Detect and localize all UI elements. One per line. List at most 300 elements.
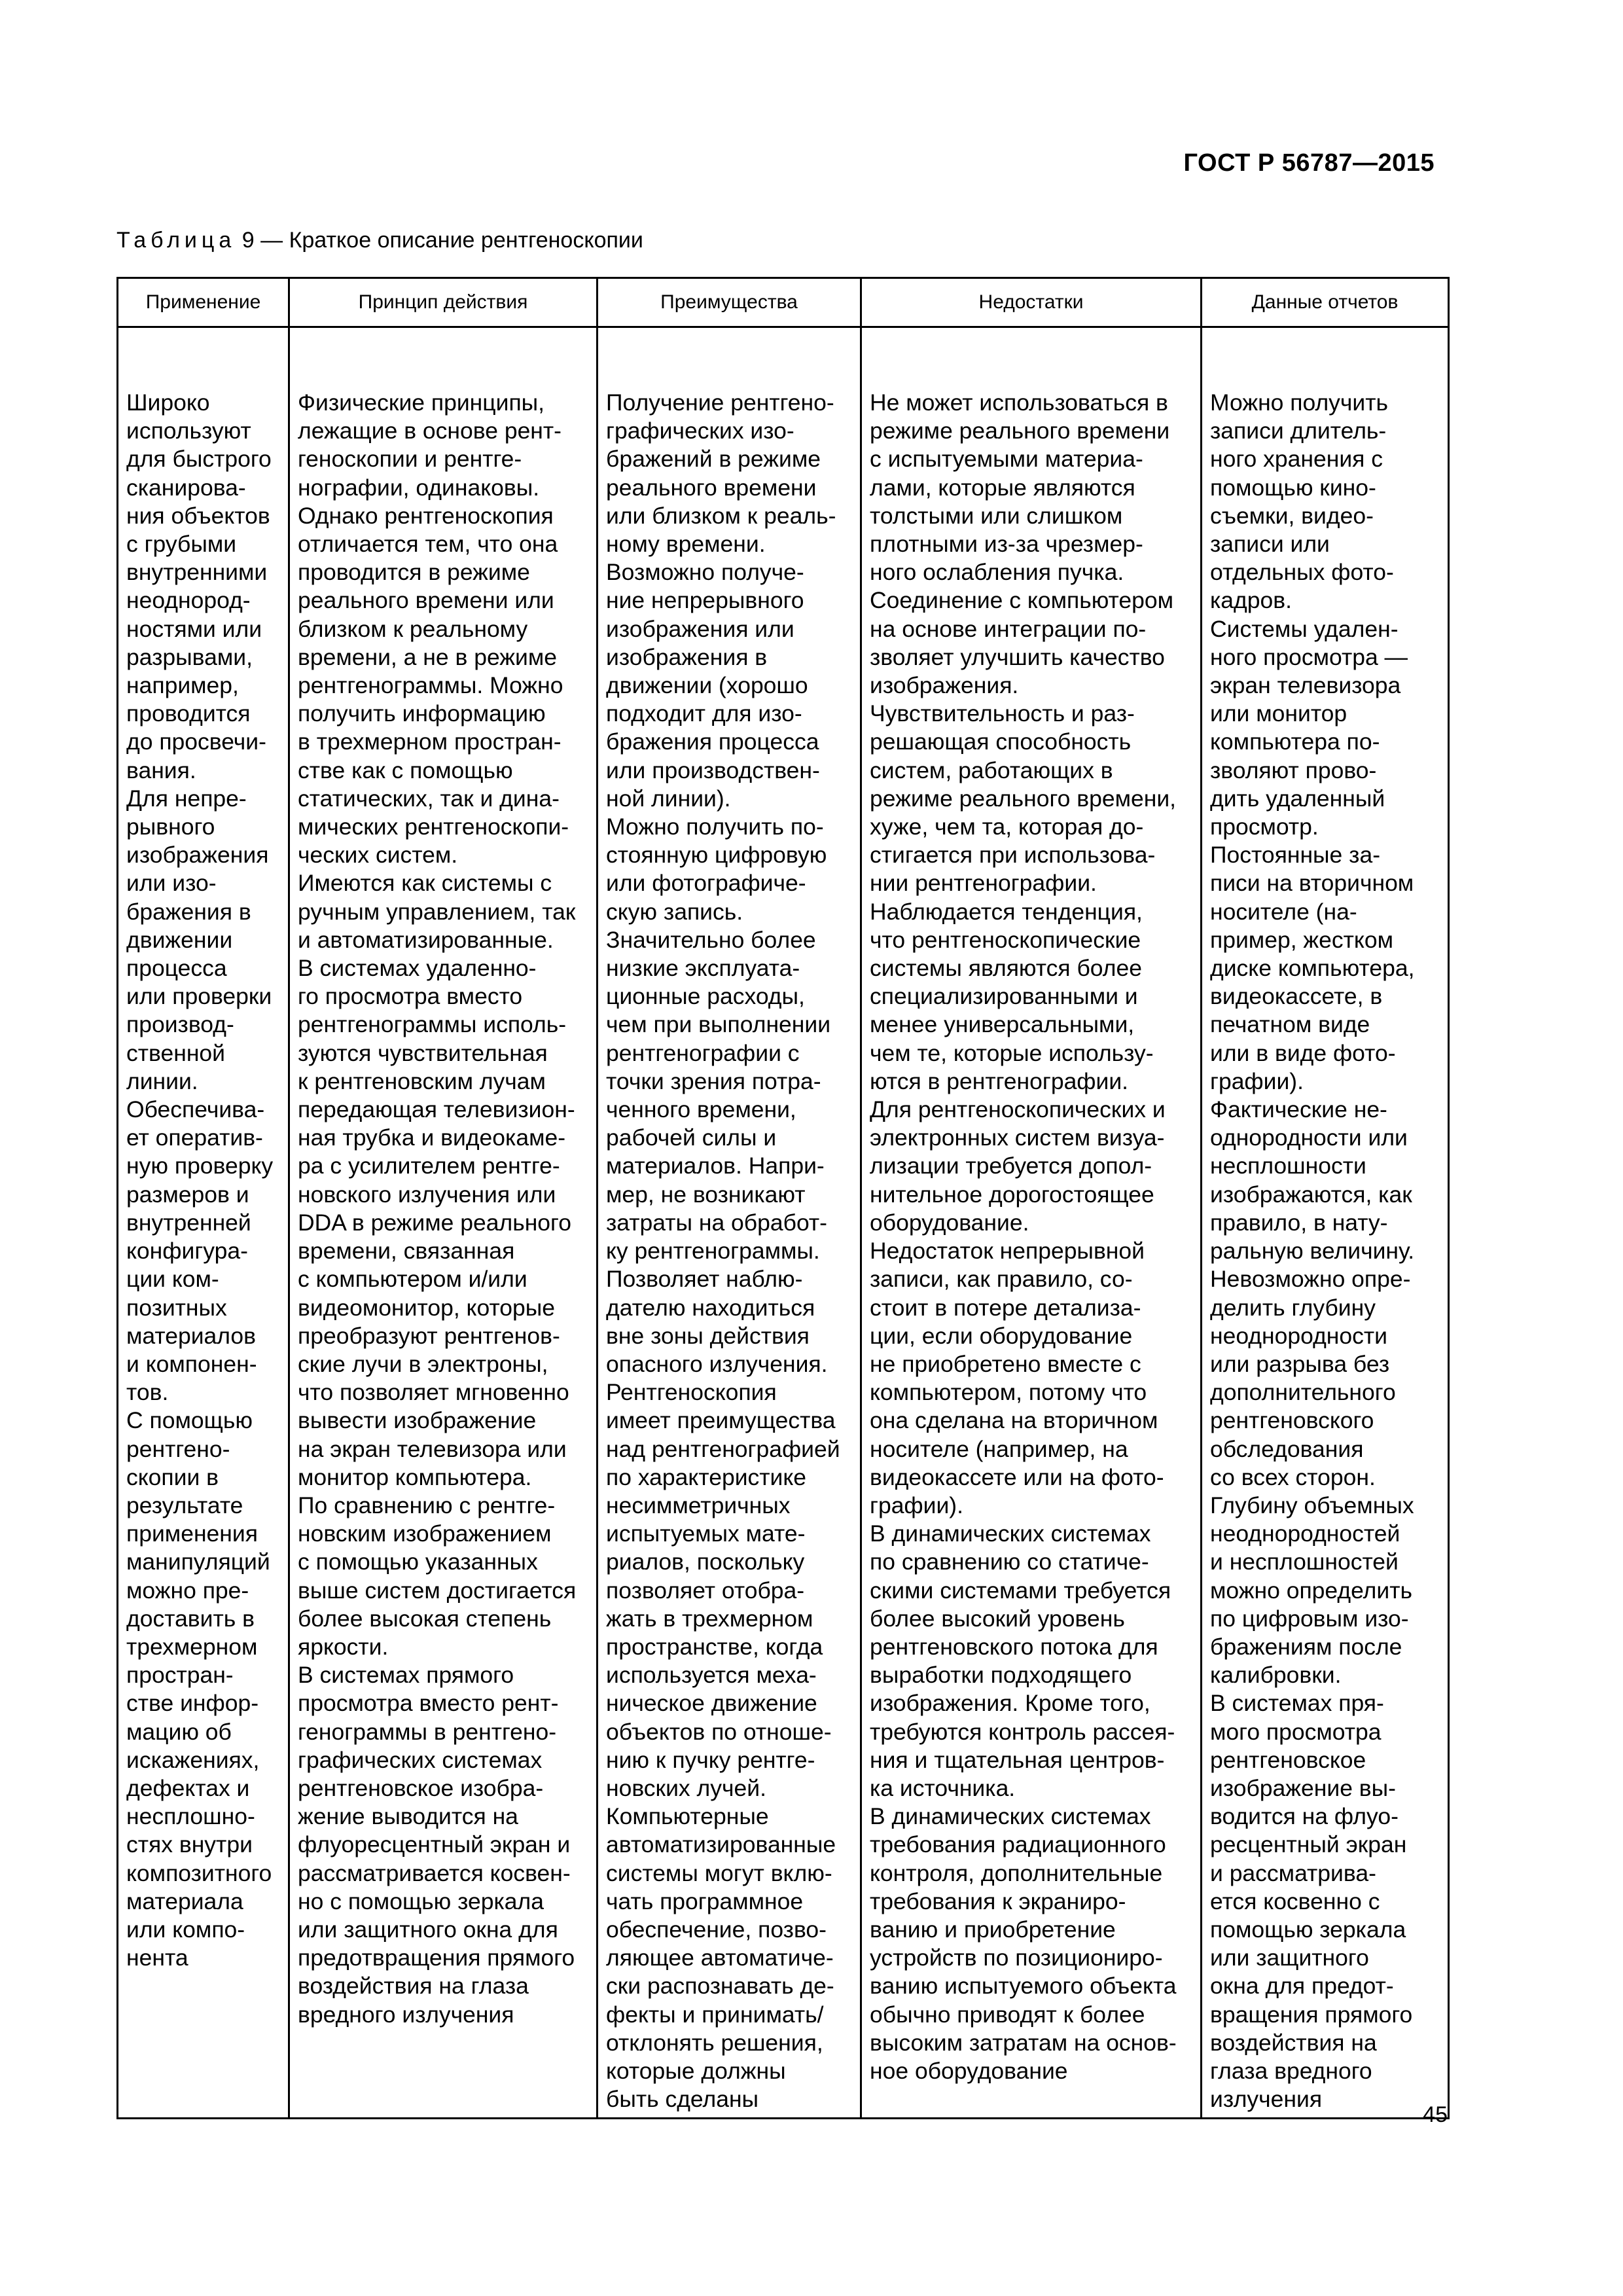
- cell-line: рентгеновское изобра-: [298, 1774, 544, 1801]
- cell-line: Рентгеноскопия: [606, 1379, 777, 1406]
- cell-line: манипуляций: [126, 1549, 270, 1575]
- cell-line: В динамических системах: [870, 1803, 1151, 1830]
- cell-line: которые должны: [606, 2057, 786, 2084]
- cell-advantages: [597, 327, 861, 2119]
- cell-line: новского излучения или: [298, 1181, 556, 1208]
- cell-line: Можно получить по-: [606, 814, 824, 840]
- cell-line: пример, жестком: [1210, 926, 1393, 953]
- cell-line: Однако рентгеноскопия: [298, 502, 554, 529]
- cell-line: позитных: [126, 1294, 227, 1321]
- cell-line: толстыми или слишком: [870, 502, 1123, 529]
- cell-line: имеет преимущества: [606, 1407, 836, 1434]
- cell-line: или защитного окна для: [298, 1916, 558, 1943]
- column-header-report-data: Данные отчетов: [1202, 278, 1449, 327]
- cell-line: стве инфор-: [126, 1690, 259, 1717]
- cell-line: ния объектов: [126, 502, 270, 529]
- cell-line: ванию испытуемого объекта: [870, 1973, 1177, 2000]
- cell-line: стве как с помощью: [298, 757, 513, 783]
- cell-line: риалов, поскольку: [606, 1549, 805, 1575]
- cell-line: можно пре-: [126, 1577, 249, 1604]
- cell-line: не приобретено вместе с: [870, 1350, 1141, 1377]
- cell-line: новским изображением: [298, 1520, 552, 1547]
- cell-line: дефектах и: [126, 1774, 250, 1801]
- table-header-row: [118, 278, 1449, 327]
- cell-line: ния и тщательная центров-: [870, 1746, 1165, 1773]
- cell-line: графии).: [1210, 1067, 1304, 1094]
- cell-line: стях внутри: [126, 1831, 253, 1858]
- cell-line: или монитор: [1210, 700, 1347, 727]
- cell-line: и компонен-: [126, 1350, 257, 1377]
- cell-line: например,: [126, 672, 239, 699]
- cell-line: скую запись.: [606, 898, 743, 925]
- cell-line: рентгенограммы. Можно: [298, 672, 563, 699]
- cell-line: по цифровым изо-: [1210, 1605, 1409, 1632]
- cell-line: Физические принципы,: [298, 389, 545, 416]
- cell-line: используют: [126, 418, 251, 444]
- cell-line: и несплошностей: [1210, 1549, 1399, 1575]
- cell-line: времени, а не в режиме: [298, 643, 558, 670]
- cell-line: отличается тем, что она: [298, 531, 558, 558]
- cell-line: зволяет улучшить качество: [870, 643, 1165, 670]
- cell-line: ски распознавать де-: [606, 1973, 834, 2000]
- cell-line: помощью кино-: [1210, 474, 1376, 501]
- cell-line: графических изо-: [606, 418, 794, 444]
- cell-line: Возможно получе-: [606, 559, 804, 586]
- cell-line: контроля, дополнительные: [870, 1859, 1163, 1886]
- cell-line: нента: [126, 1945, 188, 1971]
- cell-line: простран-: [126, 1662, 234, 1689]
- cell-line: устройств по позициониро-: [870, 1945, 1163, 1971]
- cell-line: ку рентгенограммы.: [606, 1238, 820, 1265]
- table-caption: [116, 228, 643, 253]
- cell-line: обследования: [1210, 1435, 1364, 1462]
- cell-line: размеров и: [126, 1181, 249, 1208]
- cell-line: кадров.: [1210, 587, 1292, 614]
- cell-line: ционные расходы,: [606, 983, 805, 1010]
- cell-line: печатном виде: [1210, 1011, 1370, 1038]
- cell-line: Для непре-: [126, 785, 247, 812]
- cell-line: менее универсальными,: [870, 1011, 1135, 1038]
- cell-line: ральную величину.: [1210, 1238, 1415, 1265]
- cell-line: флуоресцентный экран и: [298, 1831, 571, 1858]
- cell-line: ра с усилителем рентге-: [298, 1153, 560, 1179]
- cell-line: или производствен-: [606, 757, 820, 783]
- cell-line: оборудование.: [870, 1209, 1029, 1236]
- cell-line: предотвращения прямого: [298, 1945, 575, 1971]
- cell-line: диске компьютера,: [1210, 955, 1415, 982]
- cell-line: результате: [126, 1492, 243, 1518]
- cell-line: материала: [126, 1888, 243, 1914]
- cell-line: рассматривается косвен-: [298, 1859, 571, 1886]
- cell-line: ного просмотра —: [1210, 643, 1408, 670]
- cell-line: сканирова-: [126, 474, 246, 501]
- cell-line: ет оператив-: [126, 1124, 263, 1151]
- cell-line: В системах пря-: [1210, 1690, 1384, 1717]
- cell-line: режиме реального времени: [870, 418, 1170, 444]
- cell-line: с помощью указанных: [298, 1549, 538, 1575]
- cell-line: автоматизированные: [606, 1831, 836, 1858]
- cell-disadvantages: [861, 327, 1202, 2119]
- cell-line: близком к реальному: [298, 615, 528, 642]
- cell-line: более высокая степень: [298, 1605, 552, 1632]
- cell-line: делить глубину: [1210, 1294, 1376, 1321]
- cell-line: ному времени.: [606, 531, 766, 558]
- cell-line: внутренними: [126, 559, 268, 586]
- cell-line: В динамических системах: [870, 1520, 1151, 1547]
- cell-line: В системах удаленно-: [298, 955, 537, 982]
- cell-line: однородности или: [1210, 1124, 1408, 1151]
- cell-line: мических рентгеноскопи-: [298, 814, 569, 840]
- cell-line: трехмерном: [126, 1633, 258, 1660]
- cell-line: С помощью: [126, 1407, 253, 1434]
- cell-principle: [289, 327, 597, 2119]
- cell-line: ного хранения с: [1210, 446, 1383, 473]
- cell-line: ническое движение: [606, 1690, 817, 1717]
- cell-line: реального времени: [606, 474, 817, 501]
- cell-line: отдельных фото-: [1210, 559, 1394, 586]
- cell-line: дополнительного: [1210, 1379, 1396, 1406]
- cell-line: проводится в режиме: [298, 559, 530, 586]
- cell-line: изображения или: [606, 615, 794, 642]
- cell-line: Недостаток непрерывной: [870, 1238, 1145, 1265]
- cell-line: или разрыва без: [1210, 1350, 1390, 1377]
- caption-number: 9: [241, 228, 255, 253]
- cell-line: Получение рентгено-: [606, 389, 834, 416]
- cell-line: реального времени или: [298, 587, 554, 614]
- cell-line: ются в рентгенографии.: [870, 1067, 1129, 1094]
- cell-line: записи, как правило, со-: [870, 1266, 1133, 1293]
- cell-line: Имеются как системы с: [298, 870, 552, 897]
- cell-line: Глубину объемных: [1210, 1492, 1414, 1518]
- cell-line: для быстрого: [126, 446, 272, 473]
- cell-line: Соединение с компьютером: [870, 587, 1174, 614]
- cell-line: производ-: [126, 1011, 234, 1038]
- cell-line: Обеспечива-: [126, 1096, 265, 1123]
- cell-line: и автоматизированные.: [298, 926, 554, 953]
- cell-line: преобразуют рентгенов-: [298, 1322, 560, 1349]
- cell-line: требования к экраниро-: [870, 1888, 1126, 1914]
- cell-line: вращения прямого: [1210, 2001, 1413, 2028]
- cell-line: композитного: [126, 1859, 272, 1886]
- cell-line: чать программное: [606, 1888, 804, 1914]
- cell-line: изображения: [126, 842, 269, 869]
- cell-line: лами, которые являются: [870, 474, 1135, 501]
- cell-line: затраты на обработ-: [606, 1209, 827, 1236]
- cell-line: конфигура-: [126, 1238, 248, 1265]
- cell-line: воздействия на глаза: [298, 1973, 529, 2000]
- cell-line: изображение вы-: [1210, 1774, 1396, 1801]
- cell-line: съемки, видео-: [1210, 502, 1374, 529]
- cell-line: нию к пучку рентге-: [606, 1746, 815, 1773]
- cell-line: Можно получить: [1210, 389, 1389, 416]
- cell-line: ственной: [126, 1039, 225, 1066]
- cell-line: на основе интеграции по-: [870, 615, 1147, 642]
- cell-line: рабочей силы и: [606, 1124, 777, 1151]
- cell-line: графии).: [870, 1492, 963, 1518]
- cell-line: новских лучей.: [606, 1774, 766, 1801]
- cell-line: электронных систем визуа-: [870, 1124, 1165, 1151]
- cell-line: что позволяет мгновенно: [298, 1379, 569, 1406]
- cell-line: видеокассете или на фото-: [870, 1463, 1164, 1490]
- cell-line: изображаются, как: [1210, 1181, 1412, 1208]
- cell-line: Постоянные за-: [1210, 842, 1381, 869]
- cell-line: нительное дорогостоящее: [870, 1181, 1154, 1208]
- fluoroscopy-table: [116, 277, 1450, 2119]
- cell-line: рентгеновское: [1210, 1746, 1366, 1773]
- cell-line: плотными из-за чрезмер-: [870, 531, 1143, 558]
- cell-line: ческих систем.: [298, 842, 458, 869]
- cell-line: изображения.: [870, 672, 1019, 699]
- cell-line: точки зрения потра-: [606, 1067, 821, 1094]
- cell-line: ние непрерывного: [606, 587, 804, 614]
- cell-line: пространстве, когда: [606, 1633, 823, 1660]
- cell-line: зволяют прово-: [1210, 757, 1377, 783]
- cell-line: рентгено-: [126, 1435, 230, 1462]
- cell-line: Невозможно опре-: [1210, 1266, 1411, 1293]
- cell-line: жение выводится на: [298, 1803, 518, 1830]
- cell-line: мацию об: [126, 1718, 232, 1745]
- cell-line: движении: [126, 926, 233, 953]
- cell-line: разрывами,: [126, 643, 253, 670]
- cell-line: писи на вторичном: [1210, 870, 1414, 897]
- cell-line: по характеристике: [606, 1463, 807, 1490]
- cell-line: бражениям после: [1210, 1633, 1402, 1660]
- cell-line: системы являются более: [870, 955, 1142, 982]
- cell-line: Не может использоваться в: [870, 389, 1168, 416]
- cell-line: нии рентгенографии.: [870, 870, 1097, 897]
- cell-line: мого просмотра: [1210, 1718, 1382, 1745]
- cell-line: жать в трехмерном: [606, 1605, 813, 1632]
- page-number: 45: [1423, 2102, 1448, 2127]
- cell-line: обычно приводят к более: [870, 2001, 1145, 2028]
- cell-line: неоднород-: [126, 587, 251, 614]
- cell-line: стоит в потере детализа-: [870, 1294, 1141, 1321]
- cell-line: Позволяет наблю-: [606, 1266, 803, 1293]
- cell-line: используется меха-: [606, 1662, 817, 1689]
- cell-line: выше систем достигается: [298, 1577, 577, 1604]
- cell-line: записи или: [1210, 531, 1330, 558]
- cell-line: внутренней: [126, 1209, 251, 1236]
- cell-line: рентгеновского: [1210, 1407, 1374, 1434]
- cell-line: воздействия на: [1210, 2029, 1377, 2056]
- cell-line: отклонять решения,: [606, 2029, 823, 2056]
- cell-line: ное оборудование: [870, 2057, 1068, 2084]
- cell-line: требуются контроль рассея-: [870, 1718, 1175, 1745]
- cell-line: выработки подходящего: [870, 1662, 1132, 1689]
- cell-line: доставить в: [126, 1605, 255, 1632]
- cell-line: лизации требуется допол-: [870, 1153, 1152, 1179]
- cell-line: чем при выполнении: [606, 1011, 831, 1038]
- cell-line: яркости.: [298, 1633, 389, 1660]
- cell-line: правило, в нату-: [1210, 1209, 1388, 1236]
- cell-line: геноскопии и рентге-: [298, 446, 522, 473]
- cell-line: ной линии).: [606, 785, 731, 812]
- cell-line: изображения в: [606, 643, 768, 670]
- column-header-disadvantages: Недостатки: [861, 278, 1202, 327]
- cell-line: можно определить: [1210, 1577, 1412, 1604]
- cell-line: Значительно более: [606, 926, 816, 953]
- cell-line: окна для предот-: [1210, 1973, 1394, 2000]
- cell-line: просмотра вместо рент-: [298, 1690, 559, 1717]
- cell-line: она сделана на вторичном: [870, 1407, 1158, 1434]
- cell-line: видеокассете, в: [1210, 983, 1383, 1010]
- cell-line: над рентгенографией: [606, 1435, 840, 1462]
- cell-line: ная трубка и видеокаме-: [298, 1124, 566, 1151]
- cell-line: на экран телевизора или: [298, 1435, 567, 1462]
- cell-line: решающая способность: [870, 728, 1132, 755]
- cell-application: [118, 327, 289, 2119]
- cell-line: компьютера по-: [1210, 728, 1380, 755]
- cell-line: вне зоны действия: [606, 1322, 810, 1349]
- cell-line: просмотр.: [1210, 814, 1319, 840]
- cell-line: линии.: [126, 1067, 198, 1094]
- cell-line: зуются чувствительная: [298, 1039, 548, 1066]
- cell-line: помощью зеркала: [1210, 1916, 1406, 1943]
- cell-line: генограммы в рентгено-: [298, 1718, 557, 1745]
- cell-line: рентгеновского потока для: [870, 1633, 1158, 1660]
- cell-line: проводится: [126, 700, 251, 727]
- cell-line: чем те, которые использу-: [870, 1039, 1154, 1066]
- cell-line: тов.: [126, 1379, 169, 1406]
- cell-line: стигается при использова-: [870, 842, 1156, 869]
- cell-line: низкие эксплуата-: [606, 955, 800, 982]
- cell-line: носителе (например, на: [870, 1435, 1128, 1462]
- cell-line: лежащие в основе рент-: [298, 418, 562, 444]
- cell-line: со всех сторон.: [1210, 1463, 1376, 1490]
- cell-line: компьютером, потому что: [870, 1379, 1147, 1406]
- cell-line: искажениях,: [126, 1746, 260, 1773]
- cell-line: процесса: [126, 955, 227, 982]
- cell-line: стоянную цифровую: [606, 842, 827, 869]
- cell-line: ляющее автоматиче-: [606, 1945, 834, 1971]
- cell-line: режиме реального времени,: [870, 785, 1177, 812]
- cell-line: получить информацию: [298, 700, 546, 727]
- cell-line: нографии, одинаковы.: [298, 474, 540, 501]
- cell-line: По сравнению с рентге-: [298, 1492, 556, 1518]
- cell-line: вывести изображение: [298, 1407, 537, 1434]
- cell-line: ка источника.: [870, 1774, 1016, 1801]
- cell-line: с компьютером и/или: [298, 1266, 527, 1293]
- cell-line: глаза вредного: [1210, 2057, 1372, 2084]
- cell-line: записи длитель-: [1210, 418, 1387, 444]
- cell-report-data: [1202, 327, 1449, 2119]
- cell-line: ченного времени,: [606, 1096, 796, 1123]
- cell-line: что рентгеноскопические: [870, 926, 1141, 953]
- cell-line: Наблюдается тенденция,: [870, 898, 1143, 925]
- cell-line: вания.: [126, 757, 196, 783]
- table-row: [118, 327, 1449, 2119]
- cell-line: ванию и приобретение: [870, 1916, 1116, 1943]
- cell-line: или проверки: [126, 983, 272, 1010]
- cell-line: или защитного: [1210, 1945, 1369, 1971]
- cell-line: неоднородности: [1210, 1322, 1387, 1349]
- cell-line: Фактические не-: [1210, 1096, 1387, 1123]
- caption-dash: —: [260, 228, 283, 253]
- cell-line: материалов. Напри-: [606, 1153, 825, 1179]
- cell-line: го просмотра вместо: [298, 983, 523, 1010]
- cell-line: ресцентный экран: [1210, 1831, 1407, 1858]
- cell-line: ного ослабления пучка.: [870, 559, 1124, 586]
- cell-line: несплошно-: [126, 1803, 255, 1830]
- cell-line: требования радиационного: [870, 1831, 1166, 1858]
- cell-line: более высокий уровень: [870, 1605, 1125, 1632]
- cell-line: скими системами требуется: [870, 1577, 1171, 1604]
- cell-line: видеомонитор, которые: [298, 1294, 556, 1321]
- cell-line: и рассматрива-: [1210, 1859, 1376, 1886]
- cell-line: мер, не возникают: [606, 1181, 806, 1208]
- cell-line: объектов по отноше-: [606, 1718, 832, 1745]
- cell-line: водится на флуо-: [1210, 1803, 1399, 1830]
- cell-line: калибровки.: [1210, 1662, 1342, 1689]
- cell-line: систем, работающих в: [870, 757, 1113, 783]
- column-header-advantages: Преимущества: [597, 278, 861, 327]
- cell-line: монитор компьютера.: [298, 1463, 532, 1490]
- cell-line: обеспечение, позво-: [606, 1916, 827, 1943]
- cell-line: изображения. Кроме того,: [870, 1690, 1150, 1717]
- cell-line: подходит для изо-: [606, 700, 802, 727]
- cell-line: высоким затратам на основ-: [870, 2029, 1177, 2056]
- cell-line: ную проверку: [126, 1153, 274, 1179]
- cell-line: времени, связанная: [298, 1238, 515, 1265]
- cell-line: ские лучи в электроны,: [298, 1350, 548, 1377]
- cell-line: или в виде фото-: [1210, 1039, 1396, 1066]
- cell-line: дателю находиться: [606, 1294, 815, 1321]
- cell-line: дить удаленный: [1210, 785, 1385, 812]
- cell-line: ции ком-: [126, 1266, 219, 1293]
- cell-line: вредного излучения: [298, 2001, 514, 2028]
- cell-line: системы могут вклю-: [606, 1859, 832, 1886]
- cell-line: в трехмерном простран-: [298, 728, 562, 755]
- cell-line: но с помощью зеркала: [298, 1888, 544, 1914]
- cell-line: ции, если оборудование: [870, 1322, 1133, 1349]
- standard-designation: ГОСТ Р 56787—2015: [1183, 149, 1435, 177]
- caption-label: Таблица: [116, 228, 236, 253]
- cell-line: фекты и принимать/: [606, 2001, 824, 2028]
- cell-line: Для рентгеноскопических и: [870, 1096, 1166, 1123]
- cell-line: по сравнению со статиче-: [870, 1549, 1149, 1575]
- column-header-application: Применение: [118, 278, 289, 327]
- cell-line: носителе (на-: [1210, 898, 1357, 925]
- cell-line: Компьютерные: [606, 1803, 769, 1830]
- caption-title: Краткое описание рентгеноскопии: [289, 228, 643, 253]
- cell-line: передающая телевизион-: [298, 1096, 575, 1123]
- column-header-principle: Принцип действия: [289, 278, 597, 327]
- cell-line: хуже, чем та, которая до-: [870, 814, 1144, 840]
- cell-line: или компо-: [126, 1916, 245, 1943]
- cell-line: ется косвенно с: [1210, 1888, 1380, 1914]
- cell-line: специализированными и: [870, 983, 1138, 1010]
- cell-line: материалов: [126, 1322, 257, 1349]
- cell-line: рентгенографии с: [606, 1039, 800, 1066]
- cell-line: быть сделаны: [606, 2086, 759, 2113]
- cell-line: Широко: [126, 389, 210, 416]
- cell-line: бражения в: [126, 898, 251, 925]
- cell-line: позволяет отобра-: [606, 1577, 805, 1604]
- cell-line: с испытуемыми материа-: [870, 446, 1143, 473]
- cell-line: ручным управлением, так: [298, 898, 576, 925]
- cell-line: скопии в: [126, 1463, 219, 1490]
- cell-line: испытуемых мате-: [606, 1520, 806, 1547]
- cell-line: рентгенограммы исполь-: [298, 1011, 567, 1038]
- cell-line: Системы удален-: [1210, 615, 1399, 642]
- cell-line: несплошности: [1210, 1153, 1366, 1179]
- cell-line: статических, так и дина-: [298, 785, 560, 812]
- cell-line: до просвечи-: [126, 728, 266, 755]
- cell-line: неоднородностей: [1210, 1520, 1400, 1547]
- cell-line: с грубыми: [126, 531, 237, 558]
- cell-line: рывного: [126, 814, 215, 840]
- cell-line: или близком к реаль-: [606, 502, 836, 529]
